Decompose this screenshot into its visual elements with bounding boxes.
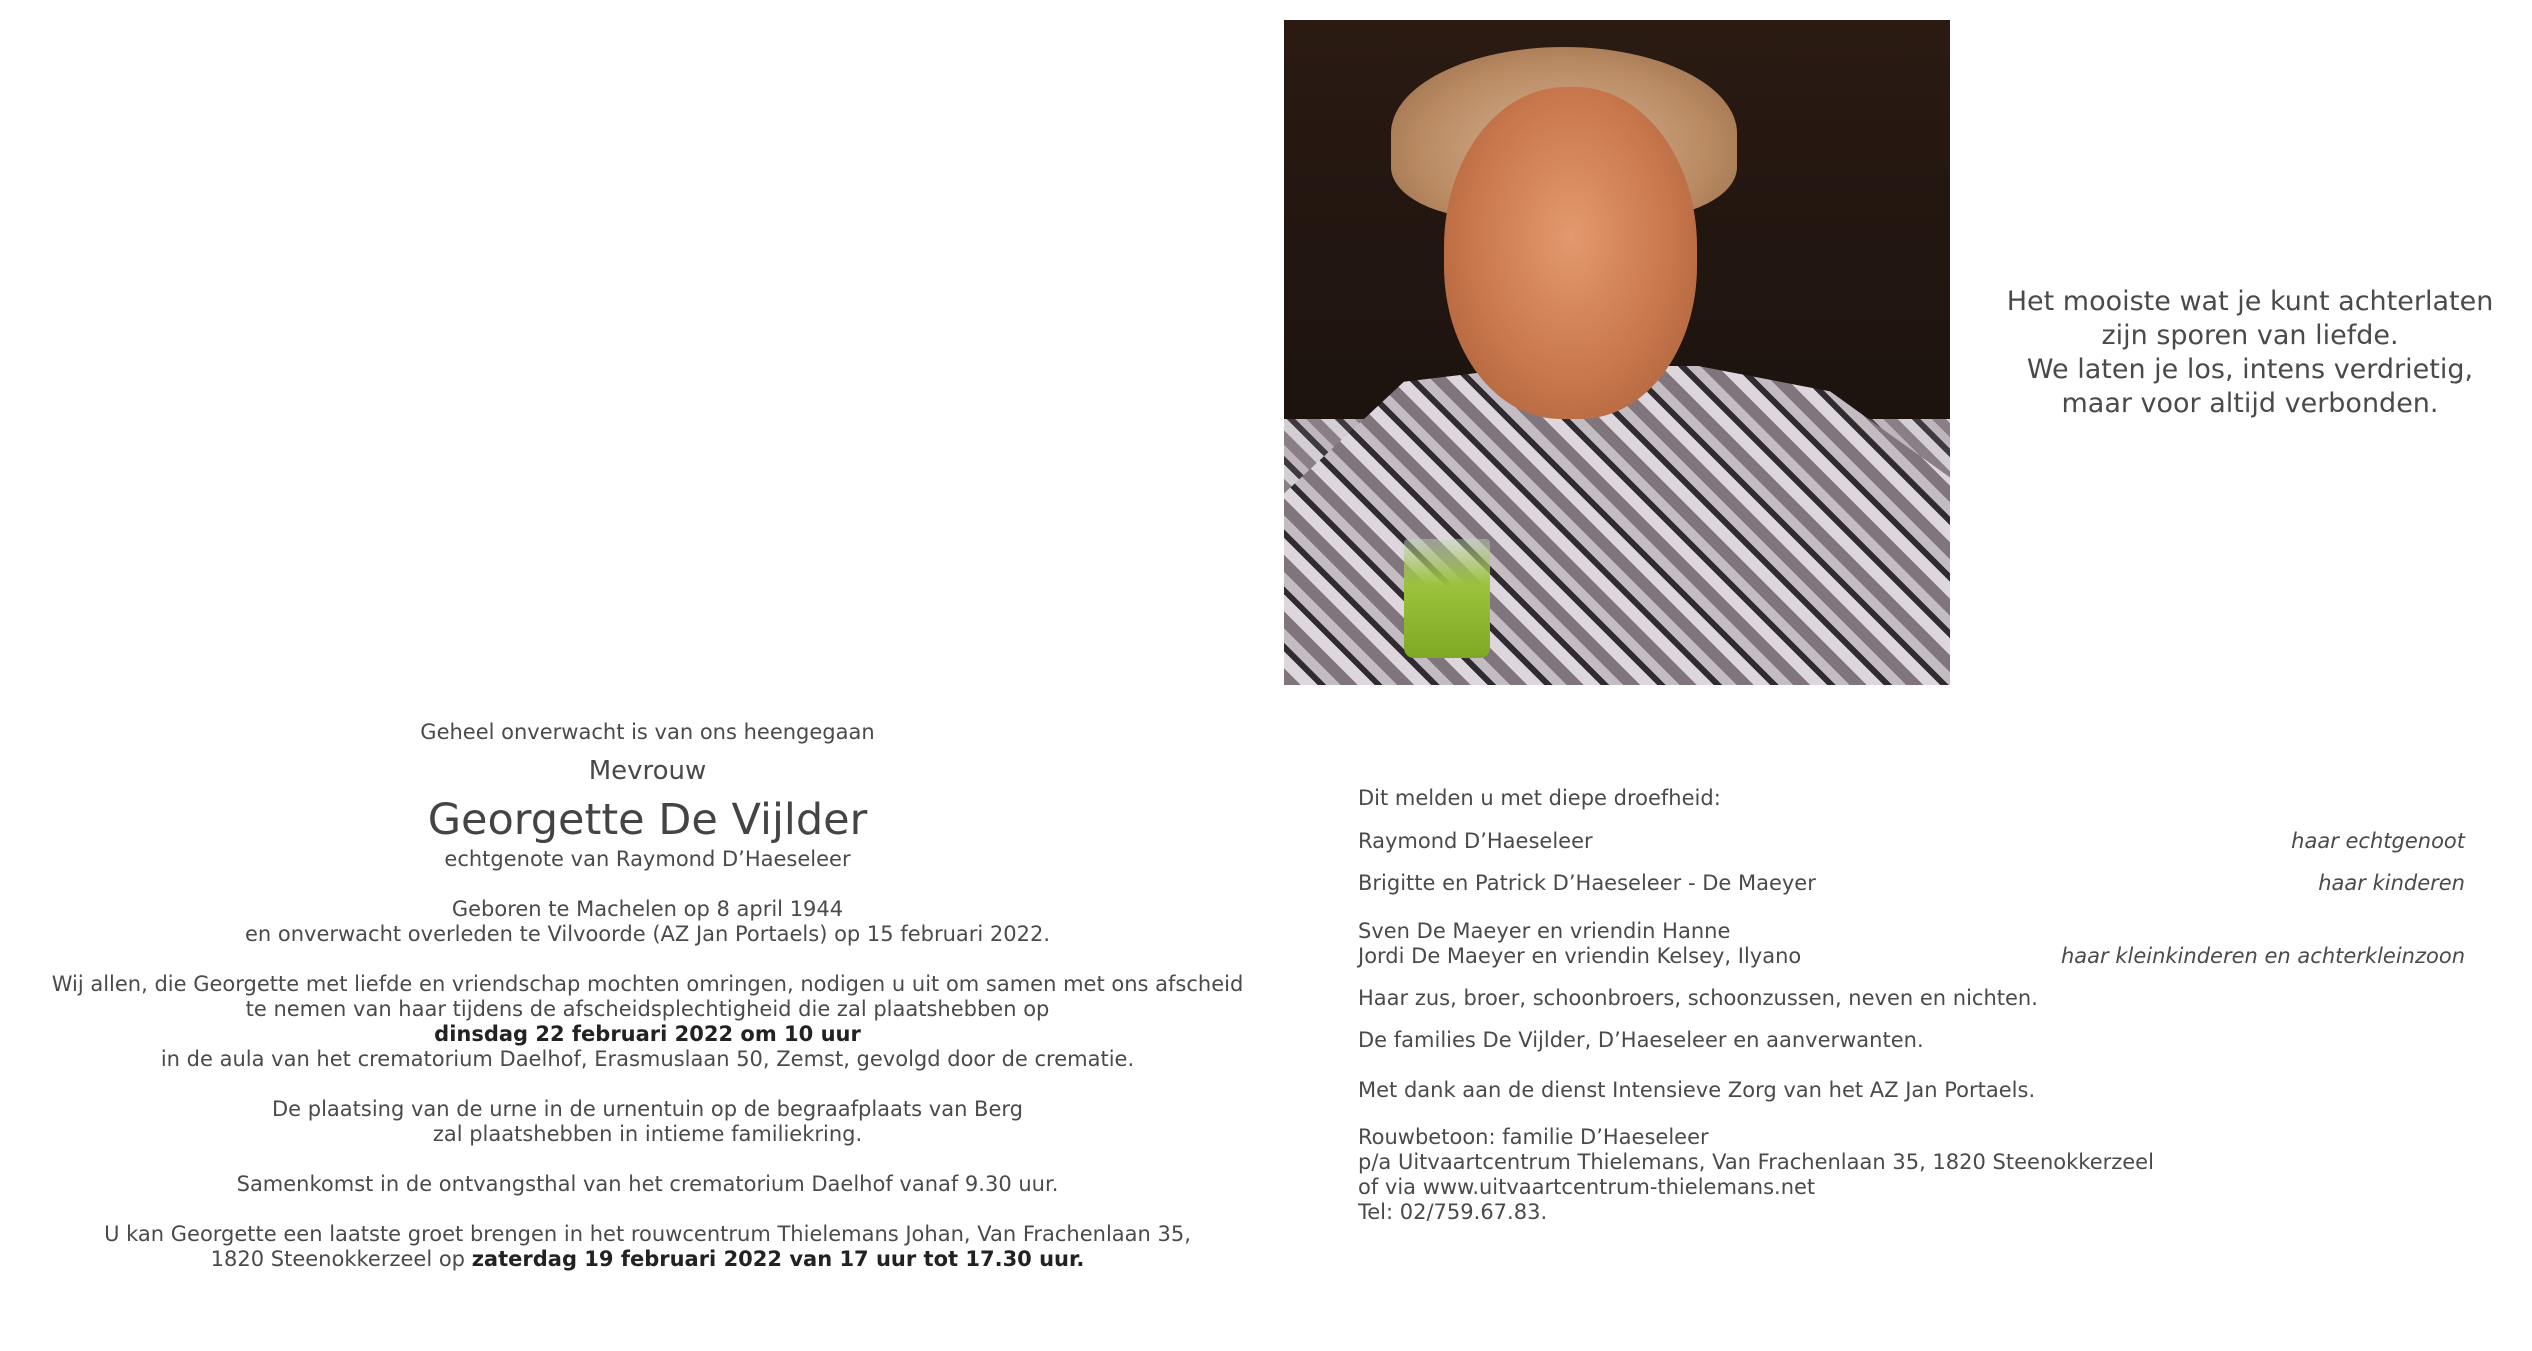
spouse-line: echtgenote van Raymond D’Haeseleer [444,847,851,871]
phone-line: Tel: 02/759.67.83. [1358,1200,1548,1224]
mourner-relation: haar kleinkinderen en achterkleinzoon [2060,944,2465,968]
urn-line: De plaatsing van de urne in de urnentuin op de begraafplaats van Berg [272,1097,1023,1121]
birth-line: Geboren te Machelen op 8 april 1944 [451,897,844,921]
poem [1960,285,2532,421]
thanks-line: Met dank aan de dienst Intensieve Zorg van het AZ Jan Portaels. [1358,1078,2036,1102]
ceremony-datetime: dinsdag 22 februari 2022 om 10 uur [434,1022,861,1046]
portrait-photo [1284,20,1950,685]
deceased-name: Georgette De Vijlder [427,795,868,845]
ceremony-place: in de aula van het crematorium Daelhof, Erasmuslaan 50, Zemst, gevolgd door de crematie. [160,1047,1135,1071]
mourner-name: Jordi De Maeyer en vriendin Kelsey, Ilyano [1358,944,1802,968]
visit-line-2 [40,1247,1255,1272]
gathering-line: Samenkomst in de ontvangsthal van het crematorium Daelhof vanaf 9.30 uur. [236,1172,1059,1196]
mourner-relation: haar kinderen [2318,871,2465,895]
poem-line: Het mooiste wat je kunt achterlaten [2006,286,2494,317]
mourners [1358,786,2465,1225]
mourners-intro: Dit melden u met diepe droefheid: [1358,786,1721,810]
invite-line: Wij allen, die Georgette met liefde en vriendschap mochten omringen, nodigen u uit om samen met ons afscheid [51,972,1244,996]
mourner-row-grandchildren [1358,919,2465,969]
poem-line: zijn sporen van liefde. [2101,320,2399,351]
poem-line: We laten je los, intens verdrietig, [2026,354,2474,385]
visit-line: U kan Georgette een laatste groet brengen in het rouwcentrum Thielemans Johan, Van Frachenlaan 35, [104,1222,1191,1246]
mourner-name: Sven De Maeyer en vriendin Hanne [1358,919,1731,943]
mourner-name: Brigitte en Patrick D’Haeseleer - De Maeyer [1358,871,1816,895]
announcement [40,720,1255,1272]
siblings-line: Haar zus, broer, schoonbroers, schoonzussen, neven en nichten. [1358,986,2038,1010]
visit-line-prefix: 1820 Steenokkerzeel op [210,1247,472,1271]
mourner-row-spouse [1358,829,2465,854]
visit-datetime: zaterdag 19 februari 2022 van 17 uur tot 17.30 uur. [471,1247,1085,1271]
address-line: p/a Uitvaartcentrum Thielemans, Van Frachenlaan 35, 1820 Steenokkerzeel [1358,1150,2154,1174]
urn-line: zal plaatshebben in intieme familiekring. [432,1122,863,1146]
invite-line: te nemen van haar tijdens de afscheidsplechtigheid die zal plaatshebben op [245,997,1050,1021]
address-line: Rouwbetoon: familie D’Haeseleer [1358,1125,1709,1149]
mourner-relation: haar echtgenoot [2291,829,2465,853]
website-line: of via www.uitvaartcentrum-thielemans.net [1358,1175,1816,1199]
mourner-name: Raymond D’Haeseleer [1358,829,1593,853]
poem-line: maar voor altijd verbonden. [2061,388,2439,419]
families-line: De families De Vijlder, D’Haeseleer en aanverwanten. [1358,1028,1924,1052]
title-prefix: Mevrouw [588,756,707,786]
death-line: en onverwacht overleden te Vilvoorde (AZ Jan Portaels) op 15 februari 2022. [244,922,1051,946]
intro-text: Geheel onverwacht is van ons heengegaan [420,720,875,744]
mourner-row-children [1358,871,2465,896]
